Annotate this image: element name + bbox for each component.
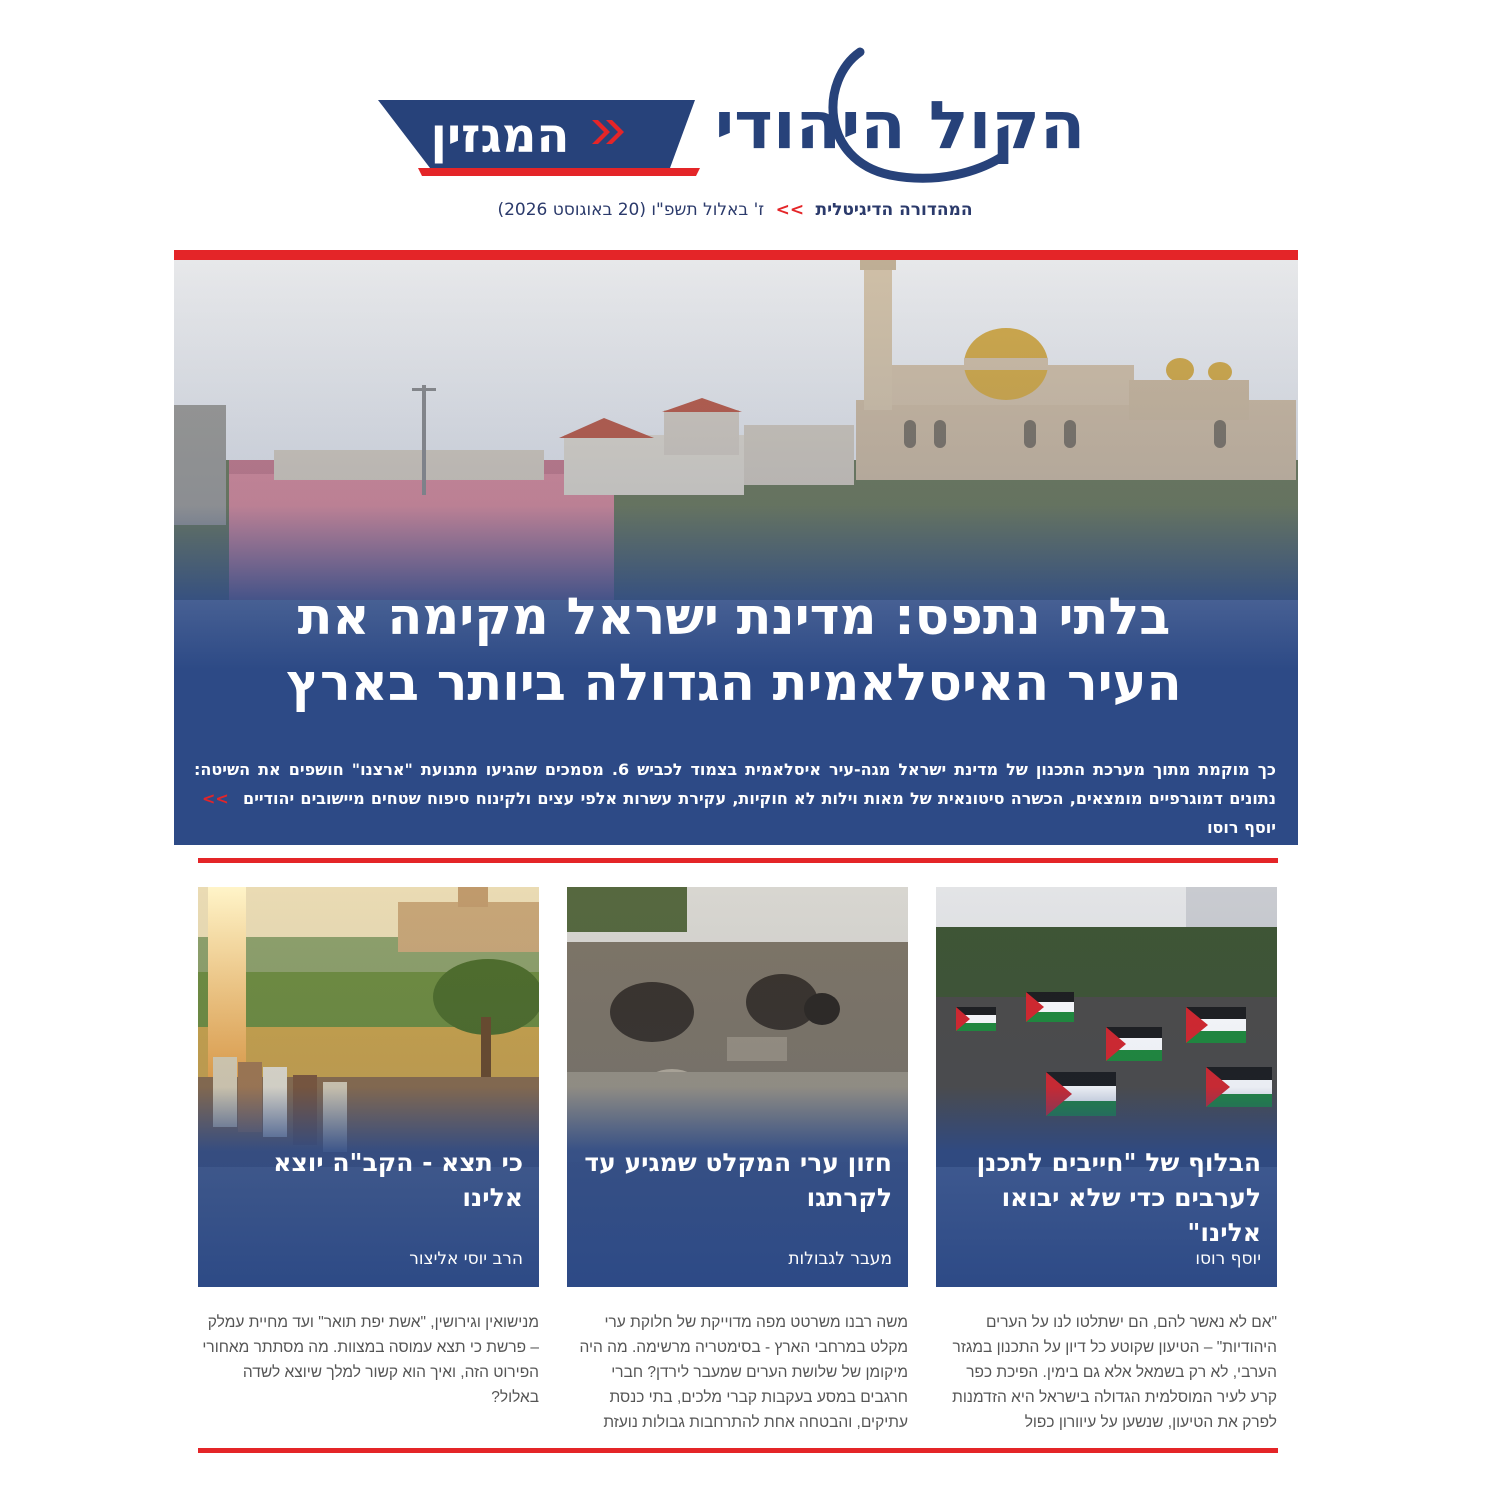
article-card-ki-teitzei[interactable]: [198, 887, 539, 1287]
edition-label[interactable]: המהדורה הדיגיטלית: [815, 200, 973, 220]
edition-date: ז' באלול תשפ"ו (20 באוגוסט 2026): [497, 200, 765, 220]
hero-lede-text: כך מוקמת מתוך מערכת התכנון של מדינת ישראל מגה-עיר איסלאמית בצמוד לכביש 6. מסמכים שהגיעו מתנועת "ארצנו" חושפים את השיטה: נתונים דמוגרפיים מומצאים, הכשרה סיטונאית של מאות וילות לא חוקיות, עקירת עשרות אלפי עצים ולקינוח סיפוח שטחים מיישובים יהודיים: [194, 760, 1276, 808]
hero-author[interactable]: יוסף רוסו: [1207, 818, 1276, 837]
magazine-logo-icon: [370, 40, 1100, 190]
card-photo: [198, 887, 539, 1287]
card-author[interactable]: הרב יוסי אליצור: [409, 1249, 523, 1269]
edition-arrows: >>: [775, 200, 805, 220]
card-author[interactable]: מעבר לגבולות: [788, 1249, 892, 1269]
hero-top-divider: [174, 250, 1298, 260]
article-card-refuge-cities[interactable]: [567, 887, 908, 1287]
card-title[interactable]: כי תצא - הקב"ה יוצא אלינו: [273, 1148, 523, 1212]
hero-lede: [194, 755, 1276, 842]
card-title[interactable]: חזון ערי המקלט שמגיע עד לקרתגו: [584, 1148, 892, 1212]
article-card-arab-planning[interactable]: [936, 887, 1277, 1287]
hero-headline-line1: בלתי נתפס: מדינת ישראל מקימה את: [297, 588, 1171, 647]
masthead-main-title: הקול היהודי: [714, 87, 1086, 164]
bottom-divider: [198, 1448, 1278, 1453]
hero-headline[interactable]: [234, 585, 1234, 717]
card-author[interactable]: יוסף רוסו: [1195, 1249, 1261, 1269]
card-blurb: מנישואין וגירושין, "אשת יפת תואר" ועד מחיית עמלק – פרשת כי תצא עמוסה במצוות. מה מסתתר מאחורי הפירוט הזה, ואיך הוא קשור למלך שיוצא לשדה באלול?: [202, 1314, 539, 1406]
edition-line: [0, 200, 1470, 220]
card-blurb: "אם לא נאשר להם, הם ישתלטו לנו על הערים היהודיות" – הטיעון שקוטע כל דיון על התכנון במגזר הערבי, לא רק בשמאל אלא גם בימין. הפיכת כפר קרע לעיר המוסלמית הגדולה בישראל היא הזדמנות לפרק את הטיעון, שנשען על עיוורון כפול: [952, 1314, 1277, 1431]
hero-headline-line2: העיר האיסלאמית הגדולה ביותר בארץ: [286, 654, 1182, 713]
masthead-sub-title: המגזין: [430, 108, 570, 164]
card-title[interactable]: הבלוף של "חייבים לתכנן לערבים כדי שלא יבואו אלינו": [976, 1148, 1261, 1247]
masthead-logo[interactable]: [370, 40, 1100, 190]
card-blurb: משה רבנו משרטט מפה מדוייקת של חלוקת ערי מקלט במרחבי הארץ - בסימטריה מרשימה. מה היה מיקומן של שלושת הערים שמעבר לירדן? חברי חרגבים במסע בעקבות קברי מלכים, בתי כנסת עתיקים, והבטחה אחת להתרחבות גבולות נועזת: [579, 1314, 908, 1431]
hero-article[interactable]: [174, 260, 1298, 845]
hero-lede-arrows: >>: [202, 789, 229, 808]
cards-top-divider: [198, 858, 1278, 863]
card-photo: [567, 887, 908, 1287]
